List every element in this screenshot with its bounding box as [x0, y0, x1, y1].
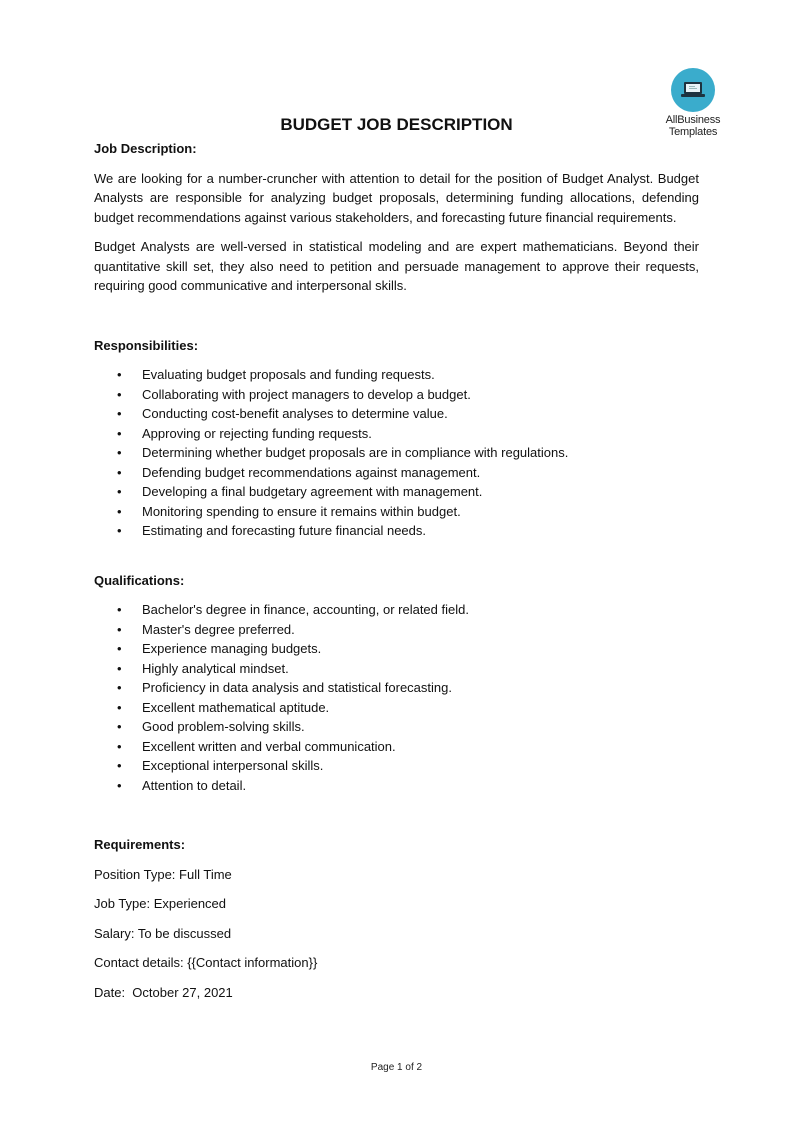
list-item: • Master's degree preferred. — [94, 620, 699, 640]
bullet-icon: • — [117, 758, 122, 773]
list-item: • Attention to detail. — [94, 776, 699, 796]
list-item: • Proficiency in data analysis and statistical forecasting. — [94, 678, 699, 698]
bullet-icon: • — [117, 660, 122, 676]
page-number: Page 1 of 2 — [370, 1062, 423, 1073]
bullet-icon: • — [117, 621, 122, 637]
requirements-heading: Requirements: — [94, 837, 186, 852]
list-item: • Defending budget recommendations against management. — [94, 463, 699, 483]
bullet-icon: • — [117, 406, 122, 421]
bullet-icon: • — [117, 523, 122, 538]
responsibilities-list — [94, 365, 699, 541]
contact-details: Contact details: {{Contact information}} — [94, 955, 318, 970]
qualifications-heading: Qualifications: — [94, 572, 185, 588]
page-title: BUDGET JOB DESCRIPTION — [280, 115, 513, 134]
job-description-paragraph-2: Budget Analysts are well-versed in statistical modeling and are expert mathematicians. Beyond their quantitative skill set, they also need to petition and persuade management to approve their requests, requiring good communicative and interpersonal skills. — [94, 239, 699, 293]
bullet-icon: • — [117, 738, 122, 754]
list-item: • Estimating and forecasting future financial needs. — [94, 521, 699, 541]
bullet-icon: • — [117, 641, 122, 656]
list-item: • Excellent mathematical aptitude. — [94, 698, 699, 718]
list-item: • Exceptional interpersonal skills. — [94, 756, 699, 776]
bullet-icon: • — [117, 484, 122, 499]
date: Date: October 27, 2021 — [94, 984, 233, 1000]
list-item: • Evaluating budget proposals and funding requests. — [94, 365, 699, 385]
list-item: • Developing a final budgetary agreement with management. — [94, 482, 699, 502]
bullet-icon: • — [117, 386, 122, 402]
qualifications-list — [94, 600, 699, 795]
position-type: Position Type: Full Time — [94, 866, 232, 882]
job-description-heading: Job Description: — [94, 141, 197, 156]
logo-badge — [671, 68, 715, 112]
bullet-icon: • — [117, 699, 122, 715]
document-body — [94, 139, 699, 1002]
laptop-icon — [680, 79, 706, 101]
list-item: • Collaborating with project managers to develop a budget. — [94, 385, 699, 405]
responsibilities-heading: Responsibilities: — [94, 337, 199, 353]
bullet-icon: • — [117, 425, 122, 441]
bullet-icon: • — [117, 777, 122, 793]
bullet-icon: • — [117, 503, 122, 519]
bullet-icon: • — [117, 680, 122, 695]
bullet-icon: • — [117, 719, 122, 734]
list-item: • Good problem-solving skills. — [94, 717, 699, 737]
list-item: • Determining whether budget proposals are in compliance with regulations. — [94, 443, 699, 463]
bullet-icon: • — [117, 445, 122, 460]
list-item: • Excellent written and verbal communication. — [94, 737, 699, 757]
list-item: • Bachelor's degree in finance, accounting, or related field. — [94, 600, 699, 620]
job-description-paragraph-1: We are looking for a number-cruncher with attention to detail for the position of Budget Analyst. Budget Analysts are responsible for analyzing budget proposals, determining funding allocations, defending budget recommendations against various stakeholders, and forecasting future financial requirements. — [94, 170, 699, 225]
list-item: • Monitoring spending to ensure it remains within budget. — [94, 502, 699, 522]
bullet-icon: • — [117, 367, 122, 382]
logo-line1: AllBusiness — [665, 114, 721, 126]
salary: Salary: To be discussed — [94, 925, 232, 941]
list-item: • Conducting cost-benefit analyses to determine value. — [94, 404, 699, 424]
logo-line2: Templates — [668, 126, 718, 138]
job-type: Job Type: Experienced — [94, 896, 227, 911]
bullet-icon: • — [117, 602, 122, 617]
list-item: • Approving or rejecting funding requests. — [94, 424, 699, 444]
list-item: • Highly analytical mindset. — [94, 659, 699, 679]
bullet-icon: • — [117, 464, 122, 480]
list-item: • Experience managing budgets. — [94, 639, 699, 659]
